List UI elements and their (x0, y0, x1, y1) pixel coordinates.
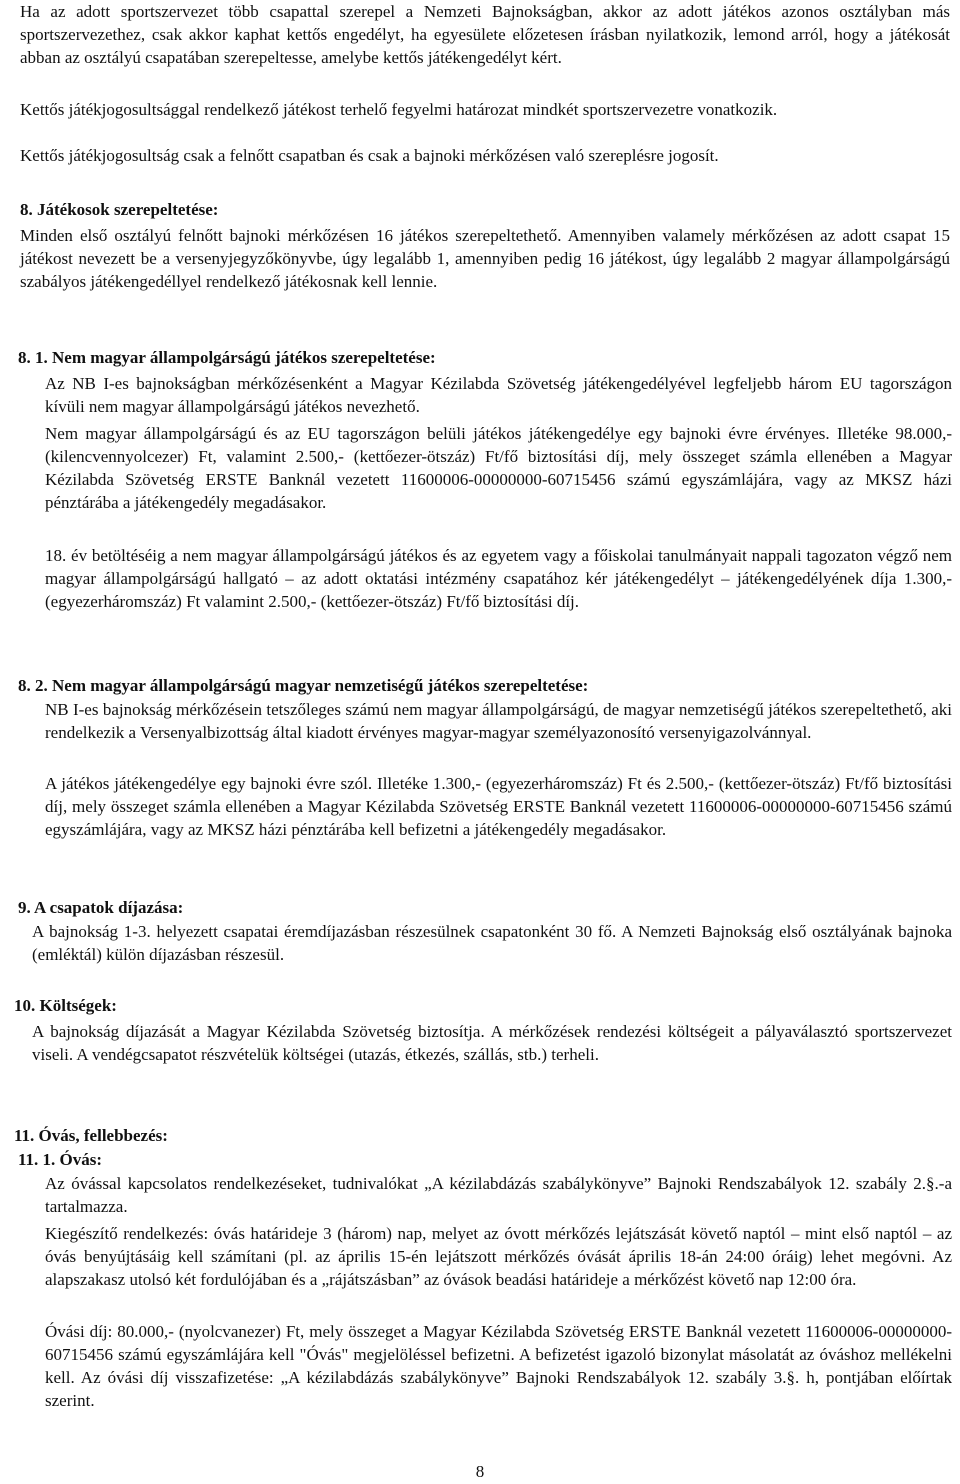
section-10-body: A bajnokság díjazását a Magyar Kézilabda Szövetség biztosítja. A mérkőzések rendezési költségeit a pályaválasztó sportszervezet viseli. A vendégcsapatot részvételük költségei (utazás, étkezés, szállás, stb.) terheli. (32, 1022, 952, 1064)
section-8-2-para2: A játékos játékengedélye egy bajnoki évre szól. Illetéke 1.300,- (egyezerháromszáz) Ft és 2.500,- (kettőezer-ötszáz) Ft/fő biztosítási díj, mely összeget számla ellenében a Magyar Kézilabda Szövetség ERSTE Banknál vezetett 11600006-00000000-60715456 számú egyszámlájára, vagy az MKSZ házi pénztárába kell befizetni a játékengedély megadásakor. (45, 774, 952, 839)
section-10-heading: 10. Költségek: (14, 996, 117, 1015)
section-8-1-heading: 8. 1. Nem magyar állampolgárságú játékos szerepeltetése: (18, 348, 436, 367)
section-9-heading: 9. A csapatok díjazása: (18, 898, 184, 917)
section-8-body: Minden első osztályú felnőtt bajnoki mérkőzésen 16 játékos szerepeltethető. Amennyiben valamely mérkőzésen az adott csapat 15 játékost nevezett be a versenyjegyzőkönyvbe, úgy legalább 1, amennyiben pedig 16 játékost, úgy legalább 2 magyar állampolgárságú szabályos játékengedéllyel rendelkező játékosnak kell lennie. (20, 226, 950, 291)
section-11-1-subheading: 11. 1. Óvás: (18, 1150, 103, 1169)
section-8-1-para3: 18. év betöltéséig a nem magyar állampolgárságú játékos és az egyetem vagy a főiskolai tanulmányait nappali tagozaton végző nem magyar állampolgárságú hallgató – az adott oktatási intézmény csapatához kér játékengedélyt – játékengedélyének díja 1.300,- (egyezerháromszáz) Ft valamint 2.500,- (kettőezer-ötszáz) Ft/fő biztosítási díj. (45, 546, 952, 611)
section-8-2-para1: NB I-es bajnokság mérkőzésein tetszőleges számú nem magyar állampolgárságú, de magyar nemzetiségű játékos szerepeltethető, aki rendelkezik a Versenyalbizottság által kiadott érvényes magyar-magyar személyazonosító versenyigazolvánnyal. (45, 700, 952, 742)
section-11-heading: 11. Óvás, fellebbezés: (14, 1126, 168, 1145)
section-8-heading: 8. Játékosok szerepeltetése: (20, 200, 219, 219)
double-license-discipline: Kettős játékjogosultsággal rendelkező játékost terhelő fegyelmi határozat mindkét sportszervezetre vonatkozik. (20, 100, 778, 119)
page-number: 8 (475, 1462, 485, 1481)
section-11-1-para2: Kiegészítő rendelkezés: óvás határideje 3 (három) nap, melyet az óvott mérkőzés lejátszását követő naptól – mint első naptól – az óvás benyújtásáig kell számítani (pl. az április 15-én lejátszott mérkőzés óvását április 18-án 24:00 óráig) lehet megóvni. Az alapszakasz utolsó két fordulójában és a „rájátszásban” az óvások beadási határideje a mérkőzést követő nap 12:00 óra. (45, 1224, 952, 1289)
section-11-1-para1: Az óvással kapcsolatos rendelkezéseket, tudnivalókat „A kézilabdázás szabálykönyve” Bajnoki Rendszabályok 12. szabály 2.§.-a tartalmazza. (45, 1174, 952, 1216)
intro-paragraph: Ha az adott sportszervezet több csapattal szerepel a Nemzeti Bajnokságban, akkor az adott játékos azonos osztályban más sportszervezethez, csak akkor kaphat kettős engedélyt, ha egyesülete előzetesen írásban nyilatkozik, lemond arról, hogy a játékosát abban az osztályú csapatában szerepeltesse, amelybe kettős játékengedélyt kért. (20, 2, 950, 67)
section-11-1-para3: Óvási díj: 80.000,- (nyolcvanezer) Ft, mely összeget a Magyar Kézilabda Szövetség ERSTE Banknál vezetett 11600006-00000000-60715456 számú egyszámlájára kell "Óvás" megjelöléssel befizetni. A befizetést igazoló bizonylat másolatát az óváshoz mellékelni kell. Az óvási díj visszafizetése: „A kézilabdázás szabálykönyve” Bajnoki Rendszabályok 12. szabály 3.§. h, pontjában előírtak szerint. (45, 1322, 952, 1410)
section-8-2-heading: 8. 2. Nem magyar állampolgárságú magyar nemzetiségű játékos szerepeltetése: (18, 676, 589, 695)
double-license-scope: Kettős játékjogosultság csak a felnőtt csapatban és csak a bajnoki mérkőzésen való szereplésre jogosít. (20, 146, 719, 165)
section-8-1-para1: Az NB I-es bajnokságban mérkőzésenként a Magyar Kézilabda Szövetség játékengedélyével legfeljebb három EU tagországon kívüli nem magyar állampolgárságú játékos nevezhető. (45, 374, 952, 416)
section-9-body: A bajnokság 1-3. helyezett csapatai éremdíjazásban részesülnek csapatonként 30 fő. A Nemzeti Bajnokság első osztályának bajnoka (emléktál) külön díjazásban részesül. (32, 922, 952, 964)
section-8-1-para2: Nem magyar állampolgárságú és az EU tagországon belüli játékos játékengedélye egy bajnoki évre érvényes. Illetéke 98.000,- (kilencvennyolcezer) Ft, valamint 2.500,- (kettőezer-ötszáz) Ft/fő biztosítási díj, mely összeget számla ellenében a Magyar Kézilabda Szövetség ERSTE Banknál vezetett 11600006-00000000-60715456 számú egyszámlájára, vagy az MKSZ házi pénztárába a játékengedély megadásakor. (45, 424, 952, 512)
